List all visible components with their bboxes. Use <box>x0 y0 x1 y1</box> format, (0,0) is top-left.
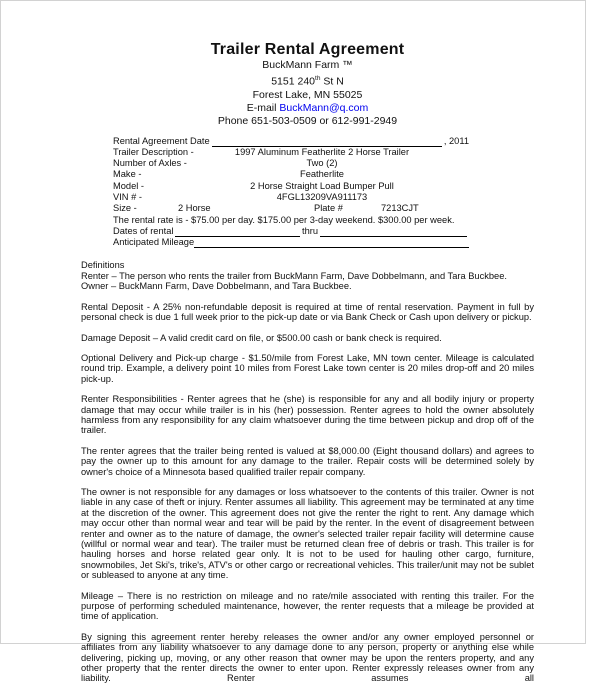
make-value: Featherlite <box>300 169 344 180</box>
model-value: 2 Horse Straight Load Bumper Pull <box>250 180 394 191</box>
paragraph-trailer-value: The renter agrees that the trailer being rented is valued at $8,000.00 (Eight thousand dollars) and agrees to pay the owner up to this amount for any damage to the trailer. Repair costs will be determined solely by owner's choice of a Minnesota based qualified trailer repair company. <box>81 445 534 477</box>
model-label: Model - <box>113 180 145 191</box>
form-row-rental-rate: The rental rate is - $75.00 per day. $175.00 per 3-day weekend. $300.00 per week. <box>113 214 455 225</box>
agreement-date-label: Rental Agreement Date <box>113 135 210 146</box>
paragraph-release-of-liability: By signing this agreement renter hereby releases the owner and/or any owner employed personnel or affiliates from any liability whatsoever to any damage done to any person, property or anything else while delivering, picking up, moving, or any other reason that owner may be upon the renters property, and any other property that the renter directs the owner to enter upon. Renter expressly releases owner from any liability. Renter assumes all <box>81 631 534 684</box>
paragraph-renter-responsibilities: Renter Responsibilities - Renter agrees that he (she) is responsible for any and all bodily injury or property damage that may occur while trailer is in his (her) possession. Renter agrees to hold the owner absolutely harmless from any responsibility for any claim whatsoever during the time between pickup and drop off of the trailer. <box>81 394 534 436</box>
form-row-make <box>113 169 469 180</box>
email-label: E-mail <box>246 101 280 114</box>
anticipated-mileage-blank-field <box>194 239 469 248</box>
axles-value: Two (2) <box>306 158 338 169</box>
rental-dates-to-blank-field <box>320 228 467 237</box>
address-street-suffix: St N <box>320 75 344 88</box>
definition-renter: Renter – The person who rents the trailer from BuckMann Farm, Dave Dobbelmann, and Tara Buckbee. <box>81 270 507 281</box>
page-title: Trailer Rental Agreement <box>210 41 405 58</box>
paragraph-delivery-charge: Optional Delivery and Pick-up charge - $1.50/mile from Forest Lake, MN town center. Mileage is calculated round trip. Example, a delivery point 10 miles from Forest Lake town center is 20 miles drop-off and 20 miles pick-up. <box>81 352 534 384</box>
org-name: BuckMann Farm ™ <box>262 59 353 71</box>
address-line-1 <box>81 72 534 89</box>
email-link[interactable]: BuckMann@q.com <box>279 101 369 114</box>
vin-label: VIN # - <box>113 191 142 202</box>
plate-value: 7213CJT <box>381 203 419 214</box>
agreement-date-year: , 2011 <box>443 135 469 146</box>
plate-label: Plate # <box>314 203 343 214</box>
agreement-terms <box>81 260 534 683</box>
anticipated-mileage-label: Anticipated Mileage <box>113 237 195 248</box>
form-row-anticipated-mileage <box>113 237 469 248</box>
rental-form <box>113 136 469 249</box>
size-label: Size - <box>113 203 137 214</box>
paragraph-owner-liability: The owner is not responsible for any damages or loss whatsoever to the contents of this trailer. Owner is not liable in any case of theft or injury. Renter assumes all liability. This agreement may be terminated at any time at the discretion of the owner. This agreement does not give the renter the right to rent. Any damage which may occur other than normal wear and tear will be paid by the renter. In the event of disagreement between renter and owner as to the nature of damage, the owner's selected trailer repair facility will determine cause (willful or normal wear and tear). The trailer must be returned clean free of debris or trash. This trailer is for hauling horses and horse related gear only. It is not to be used for hauling other cargo, furniture, snowmobiles, Jet Ski's, trike's, ATV's or other cargo or recreational vehicles. This trailer/unit may not be sublet or subleased to anyone at any time. <box>81 486 534 581</box>
form-row-vin <box>113 192 469 203</box>
vin-value: 4FGL13209VA911173 <box>276 191 368 202</box>
rental-dates-thru-label: thru <box>302 225 319 236</box>
form-row-rental-dates <box>113 226 469 237</box>
form-row-model <box>113 181 469 192</box>
address-ordinal-suffix: th <box>315 75 321 82</box>
agreement-date-blank-field <box>212 138 442 147</box>
paragraph-rental-deposit: Rental Deposit - A 25% non-refundable deposit is required at time of rental reservation. Payment in full by personal check is due 1 full week prior to the pick-up date or via Bank Check or Cash upon delivery or pickup. <box>81 301 534 323</box>
axles-label: Number of Axles - <box>113 158 187 169</box>
trailer-description-label: Trailer Description - <box>113 146 194 157</box>
form-row-axles <box>113 158 469 169</box>
address-line-2: Forest Lake, MN 55025 <box>252 88 363 101</box>
paragraph-mileage: Mileage – There is no restriction on mileage and no rate/mile associated with renting this trailer. For the purpose of performing scheduled maintenance, however, the renter requests that a mileage be provided at time of application. <box>81 590 534 622</box>
definitions-heading: Definitions <box>81 260 125 271</box>
definition-owner: Owner – BuckMann Farm, Dave Dobbelmann, and Tara Buckbee. <box>81 281 352 292</box>
rental-dates-label: Dates of rental <box>113 225 174 236</box>
address-street-prefix: 5151 240 <box>271 75 316 88</box>
rental-dates-from-blank-field <box>175 228 300 237</box>
document-content <box>81 41 534 684</box>
make-label: Make - <box>113 169 142 180</box>
phone-line: Phone 651-503-0509 or 612-991-2949 <box>217 114 398 127</box>
form-row-agreement-date <box>113 136 469 147</box>
email-line <box>81 102 534 115</box>
size-value: 2 Horse <box>178 203 211 214</box>
form-row-trailer-description <box>113 147 469 158</box>
paragraph-damage-deposit: Damage Deposit – A valid credit card on file, or $500.00 cash or bank check is required. <box>81 332 442 343</box>
trailer-description-value: 1997 Aluminum Featherlite 2 Horse Trailer <box>234 146 410 157</box>
form-row-size-plate <box>113 203 469 214</box>
